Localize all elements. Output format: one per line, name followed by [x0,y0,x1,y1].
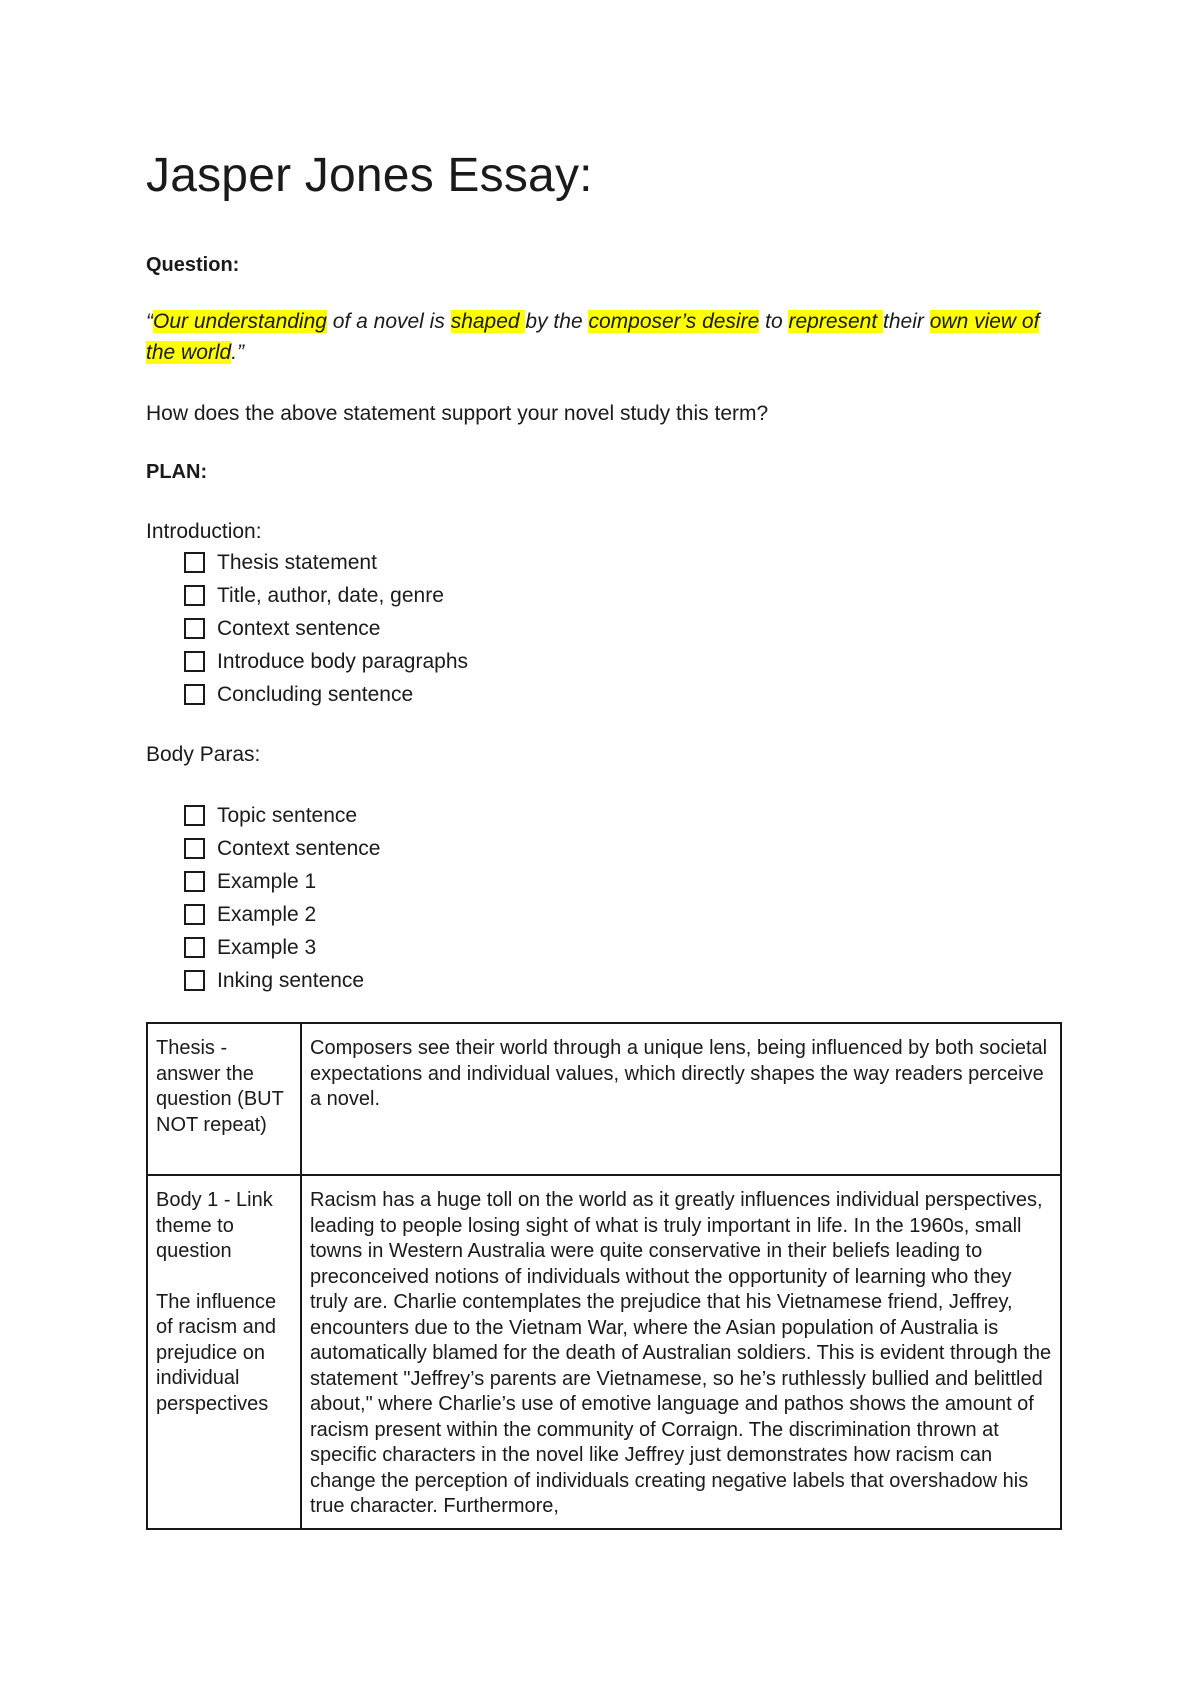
checklist-item-label: Topic sentence [217,803,358,827]
quote-text: of a novel is [326,310,451,333]
quote-text: their [883,310,930,333]
checkbox[interactable] [184,684,205,705]
thesis-text-cell: Composers see their world through a unique lens, being influenced by both societal expectations and individual values, which directly shapes the way readers perceive a novel. [301,1023,1061,1175]
checklist-item-label: Inking sentence [217,968,365,992]
question-label: Question: [146,254,240,276]
thesis-label-cell: Thesis - answer the question (BUT NOT repeat) [147,1023,301,1175]
checkbox[interactable] [184,970,205,991]
quote-text: to [759,310,789,333]
checklist-item-label: Thesis statement [217,550,377,574]
highlighted-phrase: own view of the world [146,310,1040,364]
checkbox[interactable] [184,805,205,826]
checklist-item-label: Context sentence [217,616,381,640]
body1-text-cell: Racism has a huge toll on the world as it greatly influences individual perspectives, leading to people losing sight of what is truly important in life. In the 1960s, small towns in Western Australia were quite conservative in their beliefs leading to preconceived notions of individuals without the opportunity of learning who they truly are. Charlie contemplates the prejudice that his Vietnamese friend, Jeffrey, encounters due to the Vietnam War, where the Asian population of Australia is automatically blamed for the death of Australian soldiers. This is evident through the statement "Jeffrey’s parents are Vietnamese, so he’s ruthlessly bullied and belittled about," where Charlie’s use of emotive language and pathos shows the amount of racism present within the community of Corraign. The discrimination thrown at specific characters in the novel like Jeffrey just demonstrates how racism can change the perception of individuals creating negative labels that overshadow his true character. Furthermore, [301,1175,1061,1529]
checkbox[interactable] [184,585,205,606]
quote-text: .” [231,341,245,364]
list-item [184,612,468,645]
checklist-item-label: Concluding sentence [217,682,414,706]
list-item [184,931,380,964]
checklist-item-label: Title, author, date, genre [217,583,444,607]
question-prompt: How does the above statement support your novel study this term? [146,402,769,425]
body-paras-checklist [184,799,380,997]
question-quote [146,306,1046,368]
quote-text: by the [525,310,589,333]
list-item [184,799,380,832]
checklist-item-label: Example 3 [217,935,317,959]
introduction-checklist [184,546,468,711]
plan-table [146,1022,1062,1530]
list-item [184,898,380,931]
highlighted-phrase: composer’s desire [588,310,760,333]
table-row [147,1023,1061,1175]
highlighted-phrase: shaped [450,310,526,333]
body-paras-label: Body Paras: [146,743,261,766]
list-item [184,865,380,898]
checkbox[interactable] [184,618,205,639]
list-item [184,579,468,612]
body1-label-bottom: The influence of racism and prejudice on individual perspectives [156,1290,277,1415]
list-item [184,546,468,579]
checkbox[interactable] [184,871,205,892]
body1-label-top: Body 1 - Link theme to question [156,1189,273,1262]
list-item [184,645,468,678]
document-title: Jasper Jones Essay: [146,149,593,202]
list-item [184,678,468,711]
checkbox[interactable] [184,937,205,958]
table-row [147,1175,1061,1529]
checklist-item-label: Context sentence [217,836,381,860]
quote-text: “ [146,310,153,333]
list-item [184,832,380,865]
highlighted-phrase: Our understanding [153,310,327,333]
checklist-item-label: Example 2 [217,902,317,926]
list-item [184,964,380,997]
body1-label-cell [147,1175,301,1529]
checklist-item-label: Example 1 [217,869,317,893]
checklist-item-label: Introduce body paragraphs [217,649,469,673]
checkbox[interactable] [184,651,205,672]
checkbox[interactable] [184,838,205,859]
introduction-label: Introduction: [146,520,262,543]
checkbox[interactable] [184,904,205,925]
checkbox[interactable] [184,552,205,573]
plan-label: PLAN: [146,461,208,483]
highlighted-phrase: represent [788,310,884,333]
